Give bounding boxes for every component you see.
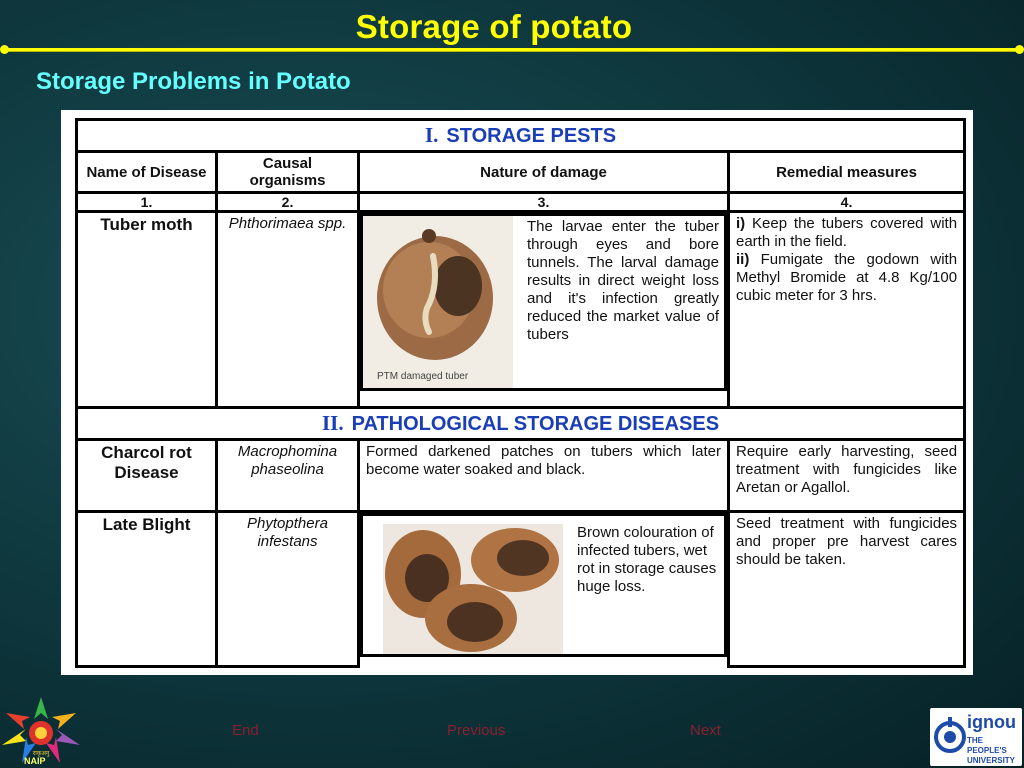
divider-right-dot bbox=[1015, 45, 1024, 54]
causal-organism: Phthorimaea spp. bbox=[217, 212, 359, 408]
ignou-emblem-icon bbox=[932, 711, 968, 763]
remedial-measures: Seed treatment with fungicides and proper pre harvest cares should be taken. bbox=[729, 512, 965, 667]
ignou-tagline: THE PEOPLE'S UNIVERSITY bbox=[967, 736, 1016, 765]
remedy-label: ii) bbox=[736, 251, 750, 268]
naip-label: NAIP bbox=[24, 756, 46, 766]
remedial-measures bbox=[729, 212, 965, 408]
ignou-wordmark: ignou bbox=[967, 712, 1016, 732]
remedy-text: Keep the tubers covered with earth in the field. bbox=[736, 215, 958, 250]
ptm-damaged-tuber-photo bbox=[363, 216, 513, 388]
slide-subtitle: Storage Problems in Potato bbox=[36, 68, 351, 95]
section-heading-pathological-diseases bbox=[77, 408, 965, 440]
remedy-text: Fumigate the godown with Methyl Bromide at 4.8 Kg/100 cubic meter for 3 hrs. bbox=[736, 251, 958, 304]
ignou-logo bbox=[930, 708, 1022, 766]
divider-left-dot bbox=[0, 45, 9, 54]
column-number: 1. bbox=[77, 193, 217, 212]
section-title: PATHOLOGICAL STORAGE DISEASES bbox=[351, 413, 720, 435]
column-number: 3. bbox=[359, 193, 729, 212]
end-link[interactable]: End bbox=[232, 722, 259, 739]
column-header-organism: Causal organisms bbox=[217, 152, 359, 193]
title-divider bbox=[3, 48, 1021, 52]
next-link[interactable]: Next bbox=[690, 722, 721, 739]
table-row bbox=[77, 512, 965, 667]
damage-description: Formed darkened patches on tubers which later become water soaked and black. bbox=[359, 440, 729, 512]
causal-organism: Macrophomina phaseolina bbox=[217, 440, 359, 512]
column-header-disease: Name of Disease bbox=[77, 152, 217, 193]
column-header-damage: Nature of damage bbox=[359, 152, 729, 193]
table-row bbox=[77, 440, 965, 512]
remedy-label: i) bbox=[736, 215, 746, 232]
storage-table bbox=[75, 118, 966, 668]
column-number: 4. bbox=[729, 193, 965, 212]
column-number: 2. bbox=[217, 193, 359, 212]
photo-caption: PTM damaged tuber bbox=[377, 371, 469, 382]
table-row bbox=[77, 212, 965, 408]
previous-link[interactable]: Previous bbox=[447, 722, 506, 739]
slide-title: Storage of potato bbox=[355, 8, 633, 45]
disease-name: Tuber moth bbox=[77, 212, 217, 408]
tuber-photo-icon bbox=[363, 216, 513, 388]
svg-text:राकृअनु: राकृअनु bbox=[32, 750, 50, 757]
damage-cell bbox=[360, 513, 727, 657]
disease-name: Late Blight bbox=[77, 512, 217, 667]
damage-description: Brown colouration of infected tubers, wet rot in storage causes huge loss. bbox=[577, 524, 717, 595]
damage-cell bbox=[360, 213, 727, 391]
storage-table-document bbox=[61, 110, 973, 675]
disease-name: Charcol rot Disease bbox=[77, 440, 217, 512]
section-numeral: II. bbox=[321, 411, 344, 435]
potato-photo-icon bbox=[383, 524, 563, 654]
section-title: STORAGE PESTS bbox=[446, 125, 617, 147]
remedial-measures: Require early harvesting, seed treatment with fungicides like Aretan or Agallol. bbox=[729, 440, 965, 512]
damage-description: The larvae enter the tuber through eyes and bore tunnels. The larval damage results in direct weight loss and it's infection greatly reduced the market value of tubers bbox=[527, 218, 719, 343]
section-heading-storage-pests bbox=[77, 120, 965, 152]
causal-organism: Phytopthera infestans bbox=[217, 512, 359, 667]
section-numeral: I. bbox=[424, 123, 439, 147]
column-header-remedy: Remedial measures bbox=[729, 152, 965, 193]
blight-tubers-photo bbox=[383, 524, 563, 654]
